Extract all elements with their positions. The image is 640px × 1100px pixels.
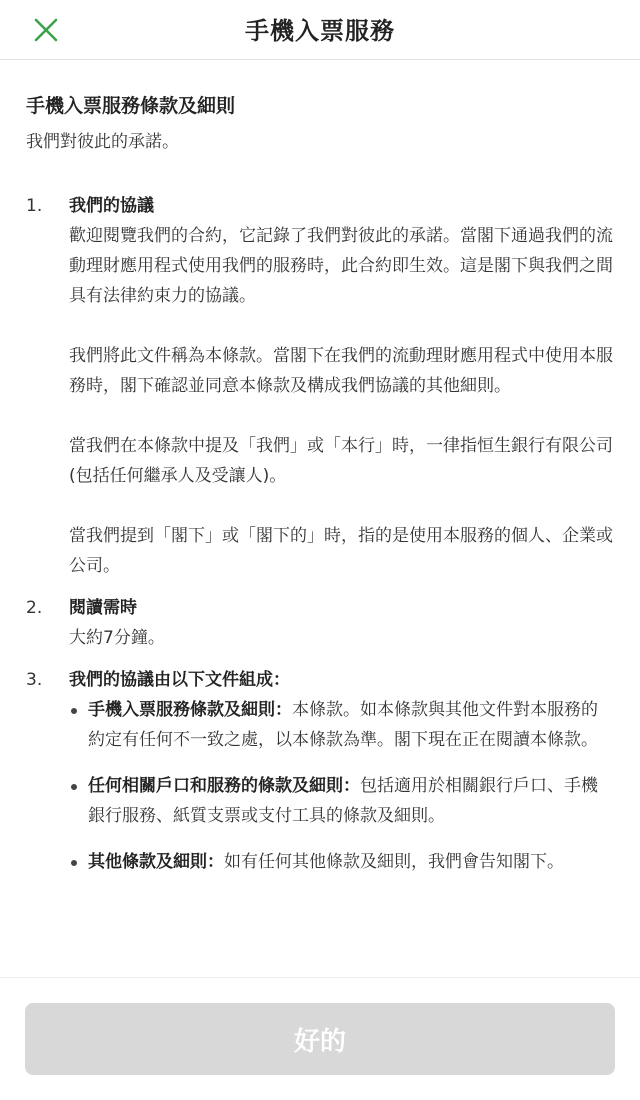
section-heading: 我們的協議由以下文件組成： bbox=[69, 670, 290, 690]
section-paragraph: 歡迎閱覽我們的合約，它記錄了我們對彼此的承諾。當閣下通過我們的流動理財應用程式使用我們的服務時，此合約即生效。這是閣下與我們之間具有法律約束力的協議。 bbox=[69, 226, 613, 306]
list-item bbox=[69, 695, 614, 755]
doc-title: 手機入票服務條款及細則 bbox=[26, 95, 236, 117]
list-item-title: 任何相關戶口和服務的條款及細則： bbox=[88, 776, 360, 796]
top-bar bbox=[0, 0, 640, 60]
list-item-title: 手機入票服務條款及細則： bbox=[88, 700, 292, 720]
section-number: 1. bbox=[26, 196, 43, 216]
section-paragraph: 大約7分鐘。 bbox=[69, 628, 165, 648]
section-paragraph: 當我們提到「閣下」或「閣下的」時，指的是使用本服務的個人、企業或公司。 bbox=[69, 526, 613, 576]
list-item bbox=[69, 847, 614, 877]
terms-content-scroll[interactable] bbox=[0, 61, 640, 977]
list-item bbox=[69, 771, 614, 831]
bullet-icon bbox=[71, 784, 77, 790]
footer-bar bbox=[0, 977, 640, 1100]
section-paragraph: 我們將此文件稱為本條款。當閣下在我們的流動理財應用程式中使用本服務時，閣下確認並同意本條款及構成我們協議的其他細則。 bbox=[69, 346, 613, 396]
ok-button[interactable]: 好的 bbox=[25, 1003, 615, 1075]
bullet-icon bbox=[71, 860, 77, 866]
section-reading-time bbox=[26, 593, 614, 653]
section-paragraph: 當我們在本條款中提及「我們」或「本行」時，一律指恒生銀行有限公司(包括任何繼承人及受讓人)。 bbox=[69, 436, 613, 486]
page-title: 手機入票服務 bbox=[245, 16, 395, 45]
list-item-text: 包括適用於相關銀行戶口、手機銀行服務、紙質支票或支付工具的條款及細則。 bbox=[88, 776, 598, 826]
list-item-text: 如有任何其他條款及細則，我們會告知閣下。 bbox=[224, 852, 564, 872]
bullet-icon bbox=[71, 708, 77, 714]
section-agreement bbox=[26, 191, 614, 581]
list-item-title: 其他條款及細則： bbox=[88, 852, 224, 872]
section-number: 2. bbox=[26, 598, 43, 618]
document-list bbox=[69, 695, 614, 877]
section-number: 3. bbox=[26, 670, 43, 690]
section-documents bbox=[26, 665, 614, 877]
section-heading: 我們的協議 bbox=[69, 196, 154, 216]
doc-subtitle: 我們對彼此的承諾。 bbox=[26, 132, 179, 152]
section-heading: 閱讀需時 bbox=[69, 598, 137, 618]
list-item-text: 本條款。如本條款與其他文件對本服務的約定有任何不一致之處，以本條款為準。閣下現在正在閱讀本條款。 bbox=[88, 700, 598, 750]
